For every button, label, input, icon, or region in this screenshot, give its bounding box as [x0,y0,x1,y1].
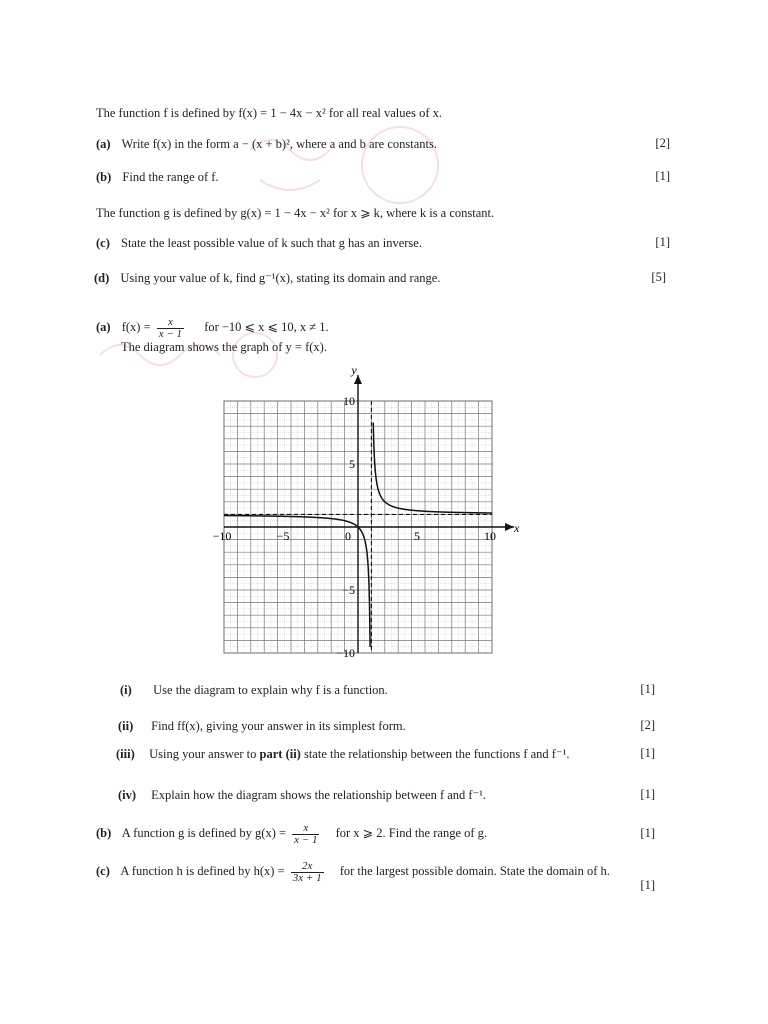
q2-part-c-fraction [291,861,324,884]
function-graph [200,365,530,665]
q2-part-c-pre: A function h is defined by h(x) = [120,864,285,878]
q1-part-c [96,235,422,251]
q1-part-a [96,136,437,152]
q2-sub-iii [116,746,569,762]
y-tick-neg5: −5 [342,583,355,597]
q2-part-a-fraction [157,317,184,340]
q1-part-a-text: Write f(x) in the form a − (x + b)², where a and b are constants. [121,137,437,151]
q2-sub-iv [118,787,486,803]
q1-part-b-marks: [1] [655,169,670,183]
q1-part-c-label: (c) [96,236,110,250]
watermark-logo [230,120,470,210]
q2-part-c-num: 2x [291,861,324,873]
q1-part-b-text: Find the range of f. [122,170,219,184]
q2-part-a [96,316,329,340]
q2-sub-i-label: (i) [120,683,132,697]
q2-sub-i-marks: [1] [640,682,655,696]
q1-part-d-text: Using your value of k, find g⁻¹(x), stating its domain and range. [120,271,441,285]
x-tick-neg5: −5 [276,529,290,543]
q2-part-c-post: for the largest possible domain. State the domain of h. [339,864,610,878]
y-tick-5: 5 [349,457,355,471]
q2-part-a-domain: for −10 ⩽ x ⩽ 10, x ≠ 1. [204,320,329,334]
y-axis-label: y [351,365,357,377]
q2-part-a-num: x [157,317,184,329]
q2-sub-i [120,682,388,698]
q2-part-a-fx: f(x) = [121,320,151,334]
q1-intro-2: The function g is defined by g(x) = 1 − 4x − x² for x ⩾ k, where k is a constant. [96,206,495,220]
x-tick-10: 10 [484,529,496,543]
q2-part-a-den: x − 1 [158,327,183,340]
q2-sub-ii-text: Find ff(x), giving your answer in its simplest form. [151,719,406,733]
q2-sub-i-text: Use the diagram to explain why f is a function. [153,683,388,697]
q2-sub-ii-label: (ii) [118,719,134,733]
q2-part-b [96,822,487,846]
q1-part-d [94,270,440,286]
q2-part-a-label: (a) [96,320,111,334]
q2-part-b-pre: A function g is defined by g(x) = [121,826,287,840]
q2-sub-iv-text: Explain how the diagram shows the relationship between f and f⁻¹. [151,788,487,802]
q2-sub-ii-marks: [2] [640,718,655,732]
q2-part-c-marks: [1] [640,878,655,892]
q1-part-d-marks: [5] [651,270,666,284]
x-tick-5: 5 [414,529,420,543]
q2-part-b-marks: [1] [640,826,655,840]
q2-part-b-label: (b) [96,826,112,840]
q2-part-c [96,860,610,884]
q2-sub-ii [118,718,406,734]
q2-sub-iii-label: (iii) [116,747,135,761]
y-tick-neg10: −10 [336,646,355,660]
q2-part-b-fraction [292,823,319,846]
x-tick-0: 0 [345,529,351,543]
x-axis-arrow [505,523,514,531]
q1-part-b [96,169,219,185]
q1-part-a-marks: [2] [655,136,670,150]
q1-part-a-label: (a) [96,137,111,151]
q1-part-d-label: (d) [94,271,110,285]
q2-part-b-den: x − 1 [294,833,318,846]
q2-sub-iii-text-pre: Using your answer to [149,747,260,761]
x-tick-neg10: −10 [212,529,232,543]
q1-part-c-marks: [1] [655,235,670,249]
q2-sub-iii-marks: [1] [640,746,655,760]
q2-sub-iii-text-post: state the relationship between the functions f and f⁻¹. [300,747,570,761]
y-tick-10: 10 [343,394,355,408]
q1-intro: The function f is defined by f(x) = 1 − 4x − x² for all real values of x. [96,106,442,120]
q2-sub-iv-label: (iv) [118,788,137,802]
q2-sub-iii-text-bold: part (ii) [259,747,301,761]
q2-sub-iv-marks: [1] [640,787,655,801]
q1-part-b-label: (b) [96,170,112,184]
q2-part-b-post: for x ⩾ 2. Find the range of g. [335,826,488,840]
q2-part-c-label: (c) [96,864,110,878]
q2-part-c-den: 3x + 1 [292,871,322,884]
q2-part-b-num: x [292,823,319,835]
q1-part-c-text: State the least possible value of k such that g has an inverse. [121,236,422,250]
x-axis-label: x [514,521,520,535]
q2-diagram-text: The diagram shows the graph of y = f(x). [121,340,327,354]
